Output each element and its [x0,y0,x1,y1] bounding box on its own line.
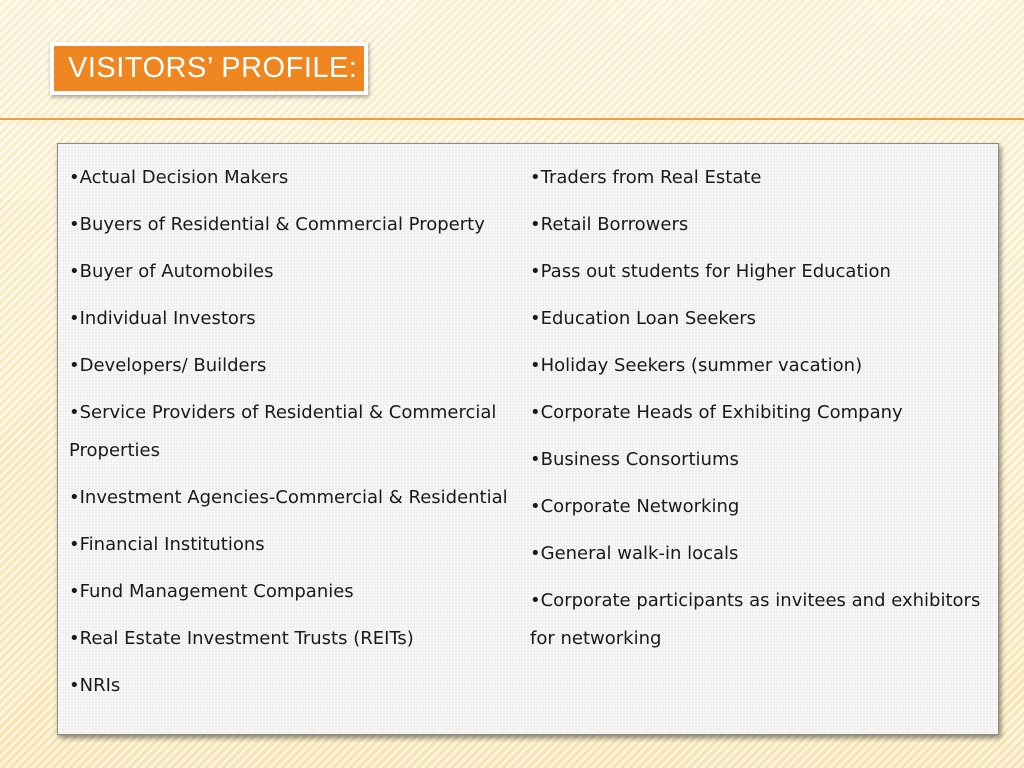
title-divider [0,118,1024,120]
list-item: •Corporate participants as invitees and exhibitors for networking [530,590,981,649]
right-column-list [530,159,985,667]
list-item: •Buyers of Residential & Commercial Property [69,214,485,235]
list-item: •General walk-in locals [530,543,739,564]
list-item: •Holiday Seekers (summer vacation) [530,355,863,376]
list-item: •NRIs [69,675,121,696]
list-item: •Financial Institutions [69,534,265,555]
title-banner [54,46,364,91]
left-column-list [69,159,519,714]
list-item: •Actual Decision Makers [69,167,289,188]
slide-title: VISITORS’ PROFILE: [68,52,358,84]
list-item: •Service Providers of Residential & Commercial Properties [69,402,497,461]
list-item: •Traders from Real Estate [530,167,762,188]
list-item: •Pass out students for Higher Education [530,261,891,282]
title-box [50,42,368,95]
list-item: •Investment Agencies-Commercial & Residential [69,487,508,508]
list-item: •Retail Borrowers [530,214,689,235]
content-panel [57,143,999,735]
list-item: •Developers/ Builders [69,355,267,376]
list-item: •Education Loan Seekers [530,308,757,329]
list-item: •Fund Management Companies [69,581,354,602]
list-item: •Corporate Networking [530,496,740,517]
list-item: •Real Estate Investment Trusts (REITs) [69,628,414,649]
list-item: •Buyer of Automobiles [69,261,274,282]
list-item: •Business Consortiums [530,449,739,470]
list-item: •Corporate Heads of Exhibiting Company [530,402,903,423]
list-item: •Individual Investors [69,308,256,329]
